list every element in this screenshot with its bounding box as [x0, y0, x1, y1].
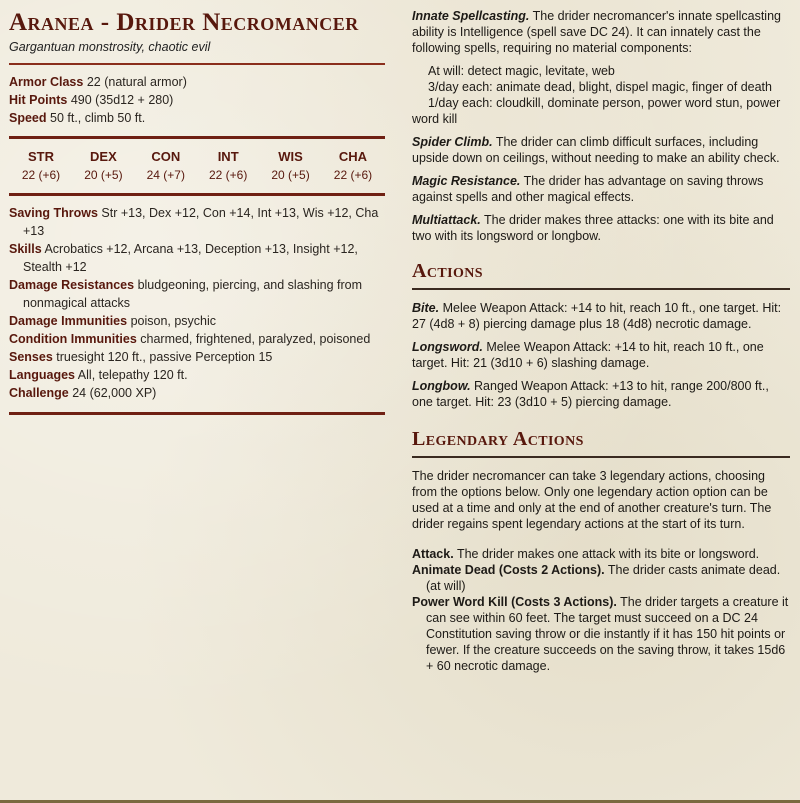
ability-int: INT 22 (+6) — [208, 149, 248, 182]
hit-points: Hit Points 490 (35d12 + 280) — [9, 93, 174, 107]
ability-str: STR 22 (+6) — [21, 149, 61, 182]
ability-con: CON 24 (+7) — [146, 149, 185, 182]
left-column — [9, 9, 385, 423]
armor-class: Armor Class 22 (natural armor) — [9, 75, 187, 89]
right-column — [412, 8, 790, 674]
ability-wis: WIS 20 (+5) — [271, 149, 310, 182]
spells-1-day: 1/day each: cloudkill, dominate person, power word stun, power word kill — [412, 96, 781, 126]
ability-scores — [9, 148, 385, 184]
ability-cha: CHA 22 (+6) — [333, 149, 373, 182]
senses: Senses truesight 120 ft., passive Perception 15 — [9, 350, 273, 364]
divider — [9, 63, 385, 65]
challenge: Challenge 24 (62,000 XP) — [9, 386, 157, 400]
saving-throws: Saving Throws Str +13, Dex +12, Con +14, Int +13, Wis +12, Cha +13 — [9, 206, 379, 238]
action-longbow: Longbow. Ranged Weapon Attack: +13 to hit, range 200/800 ft., one target. Hit: 23 (3d10 + 5) piercing damage. — [412, 379, 769, 409]
damage-immunities: Damage Immunities poison, psychic — [9, 314, 217, 328]
languages: Languages All, telepathy 120 ft. — [9, 368, 188, 382]
action-bite: Bite. Melee Weapon Attack: +14 to hit, reach 10 ft., one target. Hit: 27 (4d8 + 8) piercing damage plus 18 (4d8) necrotic damage. — [412, 301, 782, 331]
condition-immunities: Condition Immunities charmed, frightened, paralyzed, poisoned — [9, 332, 371, 346]
trait-spider-climb: Spider Climb. The drider can climb difficult surfaces, including upside down on ceilings, without needing to make an ability check. — [412, 135, 780, 165]
legendary-divider — [412, 456, 790, 458]
trait-multiattack: Multiattack. The drider makes three attacks: one with its bite and two with its longsword or longbow. — [412, 213, 774, 243]
legendary-power-word-kill: Power Word Kill (Costs 3 Actions). The drider targets a creature it can see within 60 feet. The target must succeed on a DC 24 Constitution saving throw or die instantly if it has 150 hit points or fewer. If the creature succeeds on the saving throw, it takes 15d6 + 60 necrotic damage. — [412, 595, 789, 673]
ability-dex: DEX 20 (+5) — [84, 149, 123, 182]
legendary-attack: Attack. The drider makes one attack with its bite or longsword. — [412, 547, 760, 561]
skills: Skills Acrobatics +12, Arcana +13, Deception +13, Insight +12, Stealth +12 — [9, 242, 358, 274]
legendary-animate-dead: Animate Dead (Costs 2 Actions). The drider casts animate dead.(at will) — [412, 563, 781, 593]
spells-at-will: At will: detect magic, levitate, web — [428, 64, 615, 78]
spells-3-day: 3/day each: animate dead, blight, dispel magic, finger of death — [428, 80, 772, 94]
monster-name: Aranea - Drider Necromancer — [9, 9, 359, 36]
divider — [9, 412, 385, 415]
divider — [9, 136, 385, 139]
speed: Speed 50 ft., climb 50 ft. — [9, 111, 146, 125]
legendary-intro: The drider necromancer can take 3 legendary actions, choosing from the options below. Only one legendary action option can be used at a time and only at the end of another creature's turn. The drider regains spent legendary actions at the start of its turn. — [412, 469, 772, 531]
divider — [9, 193, 385, 196]
trait-innate-spellcasting: Innate Spellcasting. The drider necromancer's innate spellcasting ability is Intelligence (spell save DC 24). It can innately cast the following spells, requiring no material components: — [412, 9, 781, 55]
monster-type: Gargantuan monstrosity, chaotic evil — [9, 40, 211, 54]
trait-magic-resistance: Magic Resistance. The drider has advantage on saving throws against spells and other magical effects. — [412, 174, 764, 204]
action-longsword: Longsword. Melee Weapon Attack: +14 to hit, reach 10 ft., one target. Hit: 21 (3d10 + 6) slashing damage. — [412, 340, 764, 370]
actions-divider — [412, 288, 790, 290]
damage-resistances: Damage Resistances bludgeoning, piercing, and slashing from nonmagical attacks — [9, 278, 363, 310]
legendary-heading: Legendary Actions — [412, 428, 584, 450]
spell-list — [412, 63, 790, 127]
actions-heading: Actions — [412, 260, 483, 282]
